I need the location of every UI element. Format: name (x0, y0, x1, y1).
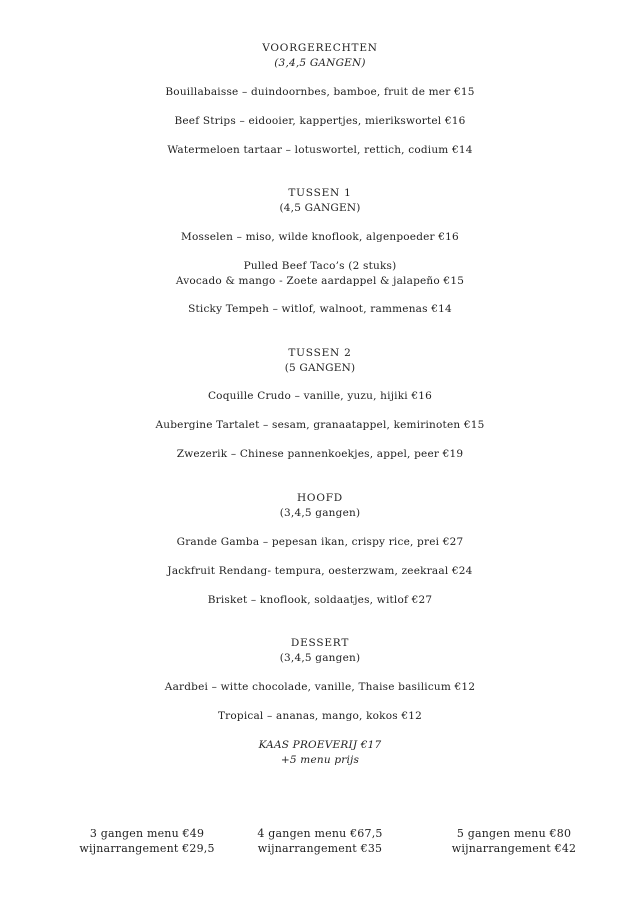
dish-item: Tropical – ananas, mango, kokos €12 (217, 710, 423, 722)
section-tussen-2 (0, 346, 640, 376)
section-subtitle: (5 GANGEN) (284, 362, 356, 374)
section-subtitle: (3,4,5 gangen) (279, 507, 361, 519)
dish-item: Mosselen – miso, wilde knoflook, algenpoeder €16 (181, 231, 459, 243)
price-3-courses (47, 826, 247, 856)
section-voorgerechten (0, 41, 640, 71)
section-title: DESSERT (290, 637, 350, 649)
section-subtitle: (3,4,5 gangen) (279, 652, 361, 664)
dish-item: Grande Gamba – pepesan ikan, crispy rice, prei €27 (176, 536, 464, 548)
menu-price: 3 gangen menu €49 (89, 827, 205, 840)
dish-item: Jackfruit Rendang- tempura, oesterzwam, zeekraal €24 (167, 565, 473, 577)
dish-item: Beef Strips – eidooier, kappertjes, mierikswortel €16 (174, 115, 466, 127)
dish-item: Zwezerik – Chinese pannenkoekjes, appel, peer €19 (176, 448, 464, 460)
section-title: VOORGERECHTEN (262, 42, 378, 54)
menu-price: 5 gangen menu €80 (456, 827, 572, 840)
section-dessert (0, 636, 640, 666)
dish-item: Pulled Beef Taco’s (2 stuks) (243, 260, 397, 272)
section-tussen-1 (0, 186, 640, 216)
section-title: HOOFD (296, 492, 344, 504)
wine-pairing-price: wijnarrangement €35 (257, 842, 383, 855)
cheese-title: KAAS PROEVERIJ €17 (258, 739, 382, 751)
price-5-courses (414, 826, 614, 856)
dish-item: Bouillabaisse – duindoornbes, bamboe, fruit de mer €15 (165, 86, 475, 98)
section-subtitle: (4,5 GANGEN) (279, 202, 361, 214)
wine-pairing-price: wijnarrangement €29,5 (79, 842, 215, 855)
dish-item: Coquille Crudo – vanille, yuzu, hijiki €16 (207, 390, 433, 402)
cheese-tasting (0, 738, 640, 768)
cheese-note: +5 menu prijs (280, 754, 360, 766)
menu-price: 4 gangen menu €67,5 (257, 827, 383, 840)
dish-item: Aubergine Tartalet – sesam, granaatappel, kemirinoten €15 (155, 419, 485, 431)
dish-item: Watermeloen tartaar – lotuswortel, rettich, codium €14 (167, 144, 473, 156)
section-title: TUSSEN 2 (288, 347, 352, 359)
price-4-courses (220, 826, 420, 856)
dish-item: Aardbei – witte chocolade, vanille, Thaise basilicum €12 (164, 681, 476, 693)
section-title: TUSSEN 1 (288, 187, 352, 199)
section-hoofd (0, 491, 640, 521)
wine-pairing-price: wijnarrangement €42 (451, 842, 577, 855)
dish-item: Avocado & mango - Zoete aardappel & jalapeño €15 (175, 275, 465, 287)
dish-item: Sticky Tempeh – witlof, walnoot, rammenas €14 (188, 303, 452, 315)
section-subtitle: (3,4,5 GANGEN) (274, 57, 366, 69)
dish-item: Brisket – knoflook, soldaatjes, witlof €27 (207, 594, 433, 606)
